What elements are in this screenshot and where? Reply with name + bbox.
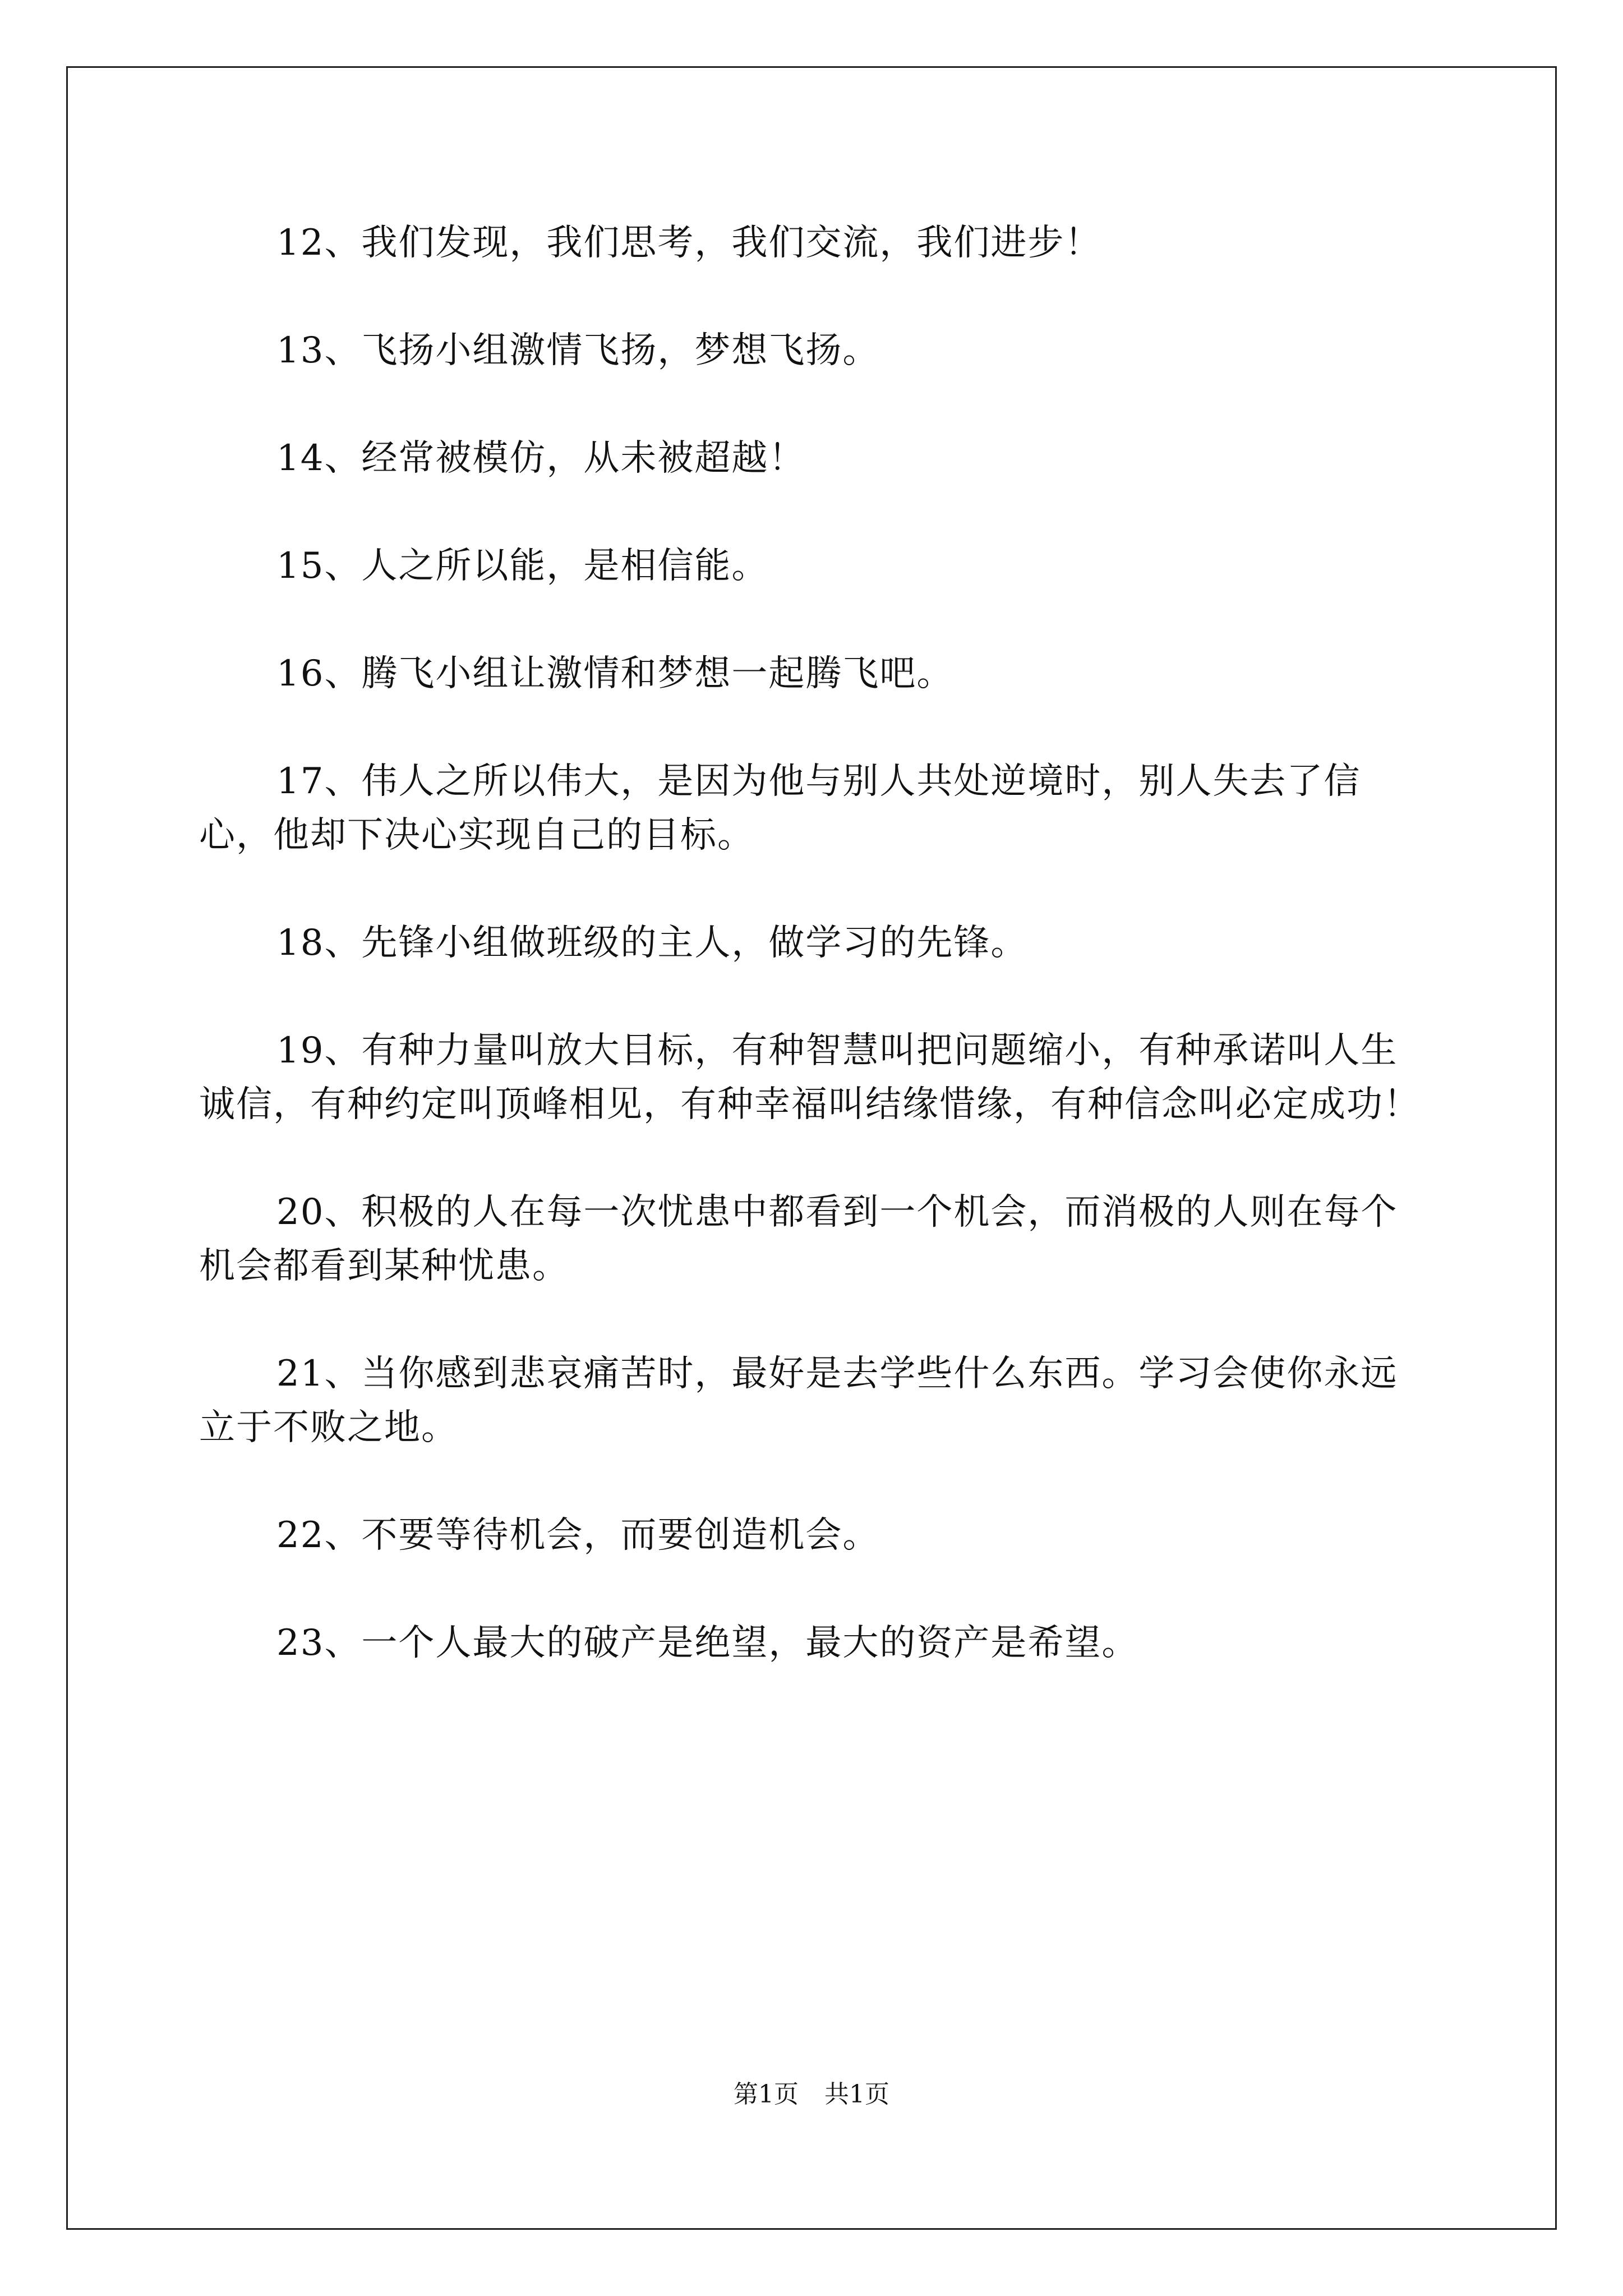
paragraph-23: 23、一个人最大的破产是绝望，最大的资产是希望。 (276, 1622, 1139, 1664)
paragraph-18: 18、先锋小组做班级的主人，做学习的先锋。 (276, 922, 1028, 964)
paragraph-21: 21、当你感到悲哀痛苦时，最好是去学些什么东西。学习会使你永远立于不败之地。 (199, 1353, 1398, 1448)
paragraph-14: 14、经常被模仿，从未被超越！ (276, 438, 806, 479)
page-number-current: 第1页 (734, 2080, 799, 2109)
paragraph-19: 19、有种力量叫放大目标，有种智慧叫把问题缩小，有种承诺叫人生诚信，有种约定叫顶峰相见，有种幸福叫结缘惜缘，有种信念叫必定成功！ (199, 1030, 1421, 1125)
paragraph-17: 17、伟人之所以伟大，是因为他与别人共处逆境时，别人失去了信心，他却下决心实现自己的目标。 (199, 761, 1361, 856)
paragraph-16: 16、腾飞小组让激情和梦想一起腾飞吧。 (276, 653, 954, 694)
paragraph-22: 22、不要等待机会，而要创造机会。 (276, 1515, 880, 1556)
page-number-total: 共1页 (824, 2080, 889, 2109)
paragraph-15: 15、人之所以能，是相信能。 (276, 545, 769, 587)
document-body (199, 216, 1433, 1724)
paragraph-13: 13、飞扬小组激情飞扬，梦想飞扬。 (276, 330, 880, 371)
paragraph-20: 20、积极的人在每一次忧患中都看到一个机会，而消极的人则在每个机会都看到某种忧患。 (199, 1191, 1398, 1287)
paragraph-12: 12、我们发现，我们思考，我们交流，我们进步！ (276, 222, 1102, 264)
page-footer (0, 2078, 1623, 2111)
